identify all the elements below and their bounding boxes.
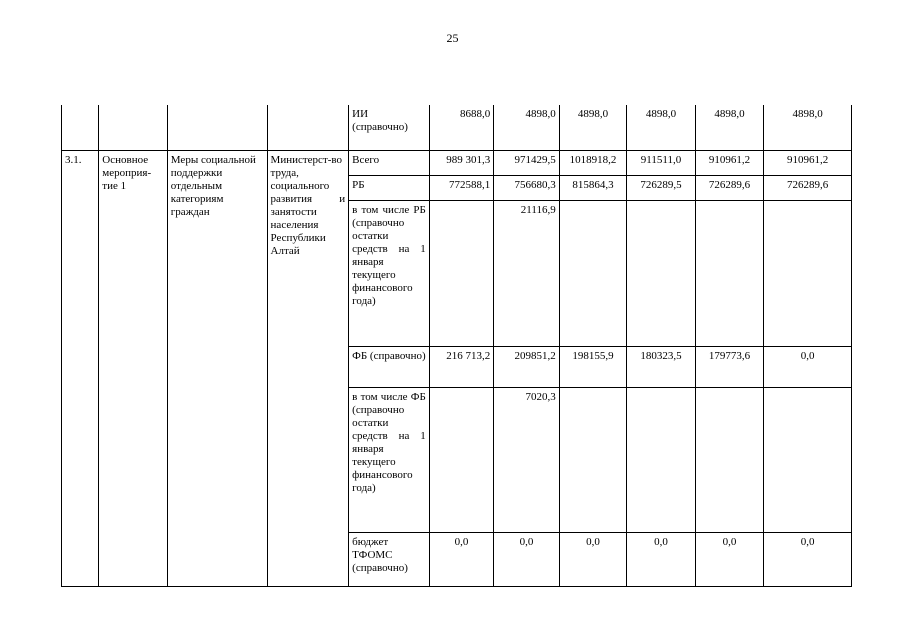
row-number-cell bbox=[62, 105, 99, 150]
value-cell: 910961,2 bbox=[695, 150, 764, 175]
value-cell: 756680,3 bbox=[494, 175, 559, 200]
value-cell: 4898,0 bbox=[494, 105, 559, 150]
value-cell bbox=[627, 200, 696, 346]
value-cell: 180323,5 bbox=[627, 346, 696, 387]
value-cell bbox=[695, 387, 764, 532]
value-cell: 0,0 bbox=[764, 346, 852, 387]
value-cell bbox=[764, 387, 852, 532]
value-cell: 911511,0 bbox=[627, 150, 696, 175]
value-cell: 4898,0 bbox=[559, 105, 627, 150]
value-cell bbox=[429, 387, 493, 532]
value-cell: 910961,2 bbox=[764, 150, 852, 175]
table-row bbox=[62, 105, 852, 150]
value-cell: 4898,0 bbox=[627, 105, 696, 150]
executor-cell bbox=[267, 105, 349, 150]
value-cell: 0,0 bbox=[764, 532, 852, 586]
value-cell: 726289,6 bbox=[695, 175, 764, 200]
value-cell: 198155,9 bbox=[559, 346, 627, 387]
value-cell bbox=[559, 200, 627, 346]
source-cell: в том числе РБ (справочно остатки средств на 1 января текущего финансового года) bbox=[349, 200, 430, 346]
value-cell bbox=[695, 200, 764, 346]
source-cell: в том числе ФБ (справочно остатки средств на 1 января текущего финансового года) bbox=[349, 387, 430, 532]
source-cell: бюджет ТФОМС (справочно) bbox=[349, 532, 430, 586]
row-number-cell: 3.1. bbox=[62, 150, 99, 586]
value-cell: 772588,1 bbox=[429, 175, 493, 200]
source-cell: ФБ (справочно) bbox=[349, 346, 430, 387]
value-cell: 7020,3 bbox=[494, 387, 559, 532]
value-cell: 0,0 bbox=[429, 532, 493, 586]
value-cell: 4898,0 bbox=[764, 105, 852, 150]
value-cell bbox=[429, 200, 493, 346]
value-cell: 0,0 bbox=[559, 532, 627, 586]
source-cell: Всего bbox=[349, 150, 430, 175]
value-cell: 179773,6 bbox=[695, 346, 764, 387]
value-cell: 0,0 bbox=[695, 532, 764, 586]
value-cell: 989 301,3 bbox=[429, 150, 493, 175]
table-row bbox=[62, 150, 852, 175]
executor-cell: Министерст-во труда, социального развития и занятости населения Республики Алтай bbox=[267, 150, 349, 586]
measure-cell: Меры социальной поддержки отдельным категориям граждан bbox=[167, 150, 267, 586]
page-number: 25 bbox=[446, 31, 459, 45]
value-cell: 726289,6 bbox=[764, 175, 852, 200]
value-cell: 971429,5 bbox=[494, 150, 559, 175]
value-cell bbox=[627, 387, 696, 532]
value-cell bbox=[559, 387, 627, 532]
value-cell: 0,0 bbox=[494, 532, 559, 586]
value-cell: 21116,9 bbox=[494, 200, 559, 346]
value-cell: 4898,0 bbox=[695, 105, 764, 150]
value-cell: 815864,3 bbox=[559, 175, 627, 200]
value-cell: 209851,2 bbox=[494, 346, 559, 387]
value-cell: 0,0 bbox=[627, 532, 696, 586]
activity-cell bbox=[99, 105, 168, 150]
source-cell: ИИ (справочно) bbox=[349, 105, 430, 150]
value-cell: 216 713,2 bbox=[429, 346, 493, 387]
budget-table bbox=[61, 105, 852, 587]
value-cell: 726289,5 bbox=[627, 175, 696, 200]
measure-cell bbox=[167, 105, 267, 150]
value-cell bbox=[764, 200, 852, 346]
activity-cell: Основное мероприя-тие 1 bbox=[99, 150, 168, 586]
value-cell: 1018918,2 bbox=[559, 150, 627, 175]
value-cell: 8688,0 bbox=[429, 105, 493, 150]
source-cell: РБ bbox=[349, 175, 430, 200]
